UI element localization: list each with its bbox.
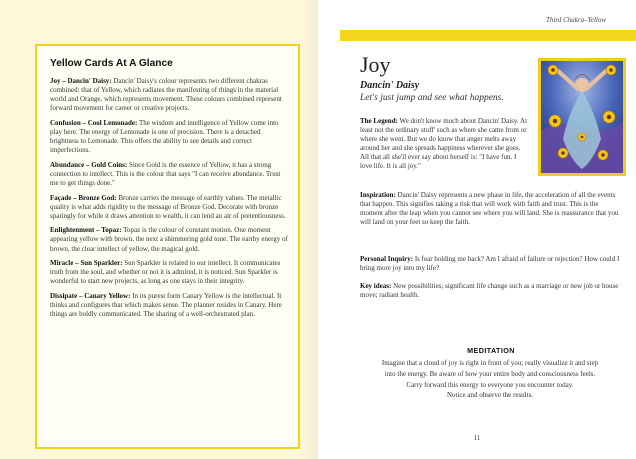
entry-lead: Dissipate – Canary Yellow: [50,291,131,300]
key-ideas-lead: Key ideas: [360,282,392,290]
meditation-line: into the energy. Be aware of how your entire body and consciousness feels. [384,369,596,378]
personal-inquiry-lead: Personal Inquiry: [360,255,414,263]
meditation-line: Notice and observe the results. [446,391,534,400]
page-number: 11 [473,434,481,442]
yellow-header-bar [340,30,636,41]
legend-text: We don't know much about Dancin' Daisy. At least not the ordinary stuff' such as where she came from or where she went. But we do know that anger melts away around her and she spreads happiness wherever she goes. All that all she'll ever say about herself is: "I have fun. I love life. It is all joy." [360,117,528,171]
entry-lead: Joy – Dancin' Daisy: [50,77,112,85]
key-ideas-paragraph [360,282,622,300]
entry-text: Since Gold is the essence of Yellow, it has a strong connection to intellect. This is the colour that says "I can receive abundance. Trust me to get things done." [50,160,281,187]
key-ideas-text: New possibilities; significant life change such as a marriage or new job or house move; radiant health. [360,282,619,300]
meditation-line: Imagine that a cloud of joy is right in front of you; really visualize it and step [381,359,599,367]
card-entry-abundance [50,161,288,188]
personal-inquiry-paragraph [360,255,622,273]
entry-text: Bronze carries the message of earthly values. The metallic quality is what adds rigidity to the message of Bronze God. Decorate with bronze sparingly for while it draws attention to wealth, it can lend an air of pretentiousness. [50,193,286,220]
card-artwork [541,61,623,173]
yellow-cards-panel [35,44,300,449]
card-entry-dissipate [50,292,288,319]
card-entry-joy [50,77,288,113]
running-head: Third Chakra–Yellow [546,16,606,24]
right-page [318,0,636,459]
card-entry-enlightenment [50,226,288,253]
personal-inquiry-text: Is fear holding me back? Am I afraid of failure or rejection? How could I bring more joy into my life? [360,255,620,273]
inspiration-lead: Inspiration: [360,191,396,199]
card-entry-miracle [50,259,288,286]
card-name: Joy [360,52,391,77]
entry-text: The wisdom and intelligence of Yellow come into play here. The energy of Lemonade is one of precision. There is a detached brightness to Lemonade. This offers the ability to see details and correct imperfections. [50,118,279,155]
entry-text: Sun Sparkler is related to our intellect. It communicates truth from the soul, and whether or not it is admired, it is noticed. Sun Sparkler is wonderful to start new projects, as long as one stays in their integrity. [50,259,281,286]
entry-text: In its purest form Canary Yellow is the intellectual. It thinks and configures that which makes sense. The planner resides in Canary. Here things are boldly communicated. The sharing of a well-orchestrated plan. [50,291,282,319]
card-tagline: Let's just jump and see what happens. [360,93,504,103]
meditation-line: Carry forward this energy to everyone you encounter today. [406,380,574,389]
entry-lead: Abundance – Gold Coins: [50,160,128,169]
entry-lead: Miracle – Sun Sparkler: [50,259,123,268]
entry-lead: Confusion – Cool Lemonade: [50,118,138,127]
card-entry-facade [50,194,288,221]
panel-title: Yellow Cards At A Glance [50,58,173,69]
entry-lead: Façade – Bronze God: [50,193,117,202]
meditation-heading: MEDITATION [467,346,515,355]
entry-text: Topaz is the colour of constant motion. One moment appearing yellow with brown, the next a shimmering gold tone. The earthy energy of brown, the clear intellect of yellow, the magical gold. [50,226,288,253]
inspiration-paragraph [360,191,622,227]
inspiration-text: Dancin' Daisy represents a new phase in life, the acceleration of all the events that happen. This signifies taking a risk that will work with faith and trust. This is the moment after the leap when you cannot see where you will land. She is reassurance that you will land on your feet so keep the faith. [360,191,619,227]
dancin-daisy-card-illustration [538,58,626,176]
entry-text: Dancin' Daisy's colour represents two different chakras combined: that of Yellow, which radiates the manifesting of things in the material world and Orange, which represents movement. These colours combined represent forward movement for career or creative projects. [50,77,282,113]
card-entry-confusion [50,119,288,155]
meditation-body [354,358,626,401]
legend-lead: The Legend: [360,117,398,125]
legend-paragraph [360,117,530,172]
card-subtitle: Dancin' Daisy [360,80,420,91]
entry-lead: Enlightenment – Topaz: [50,226,122,235]
